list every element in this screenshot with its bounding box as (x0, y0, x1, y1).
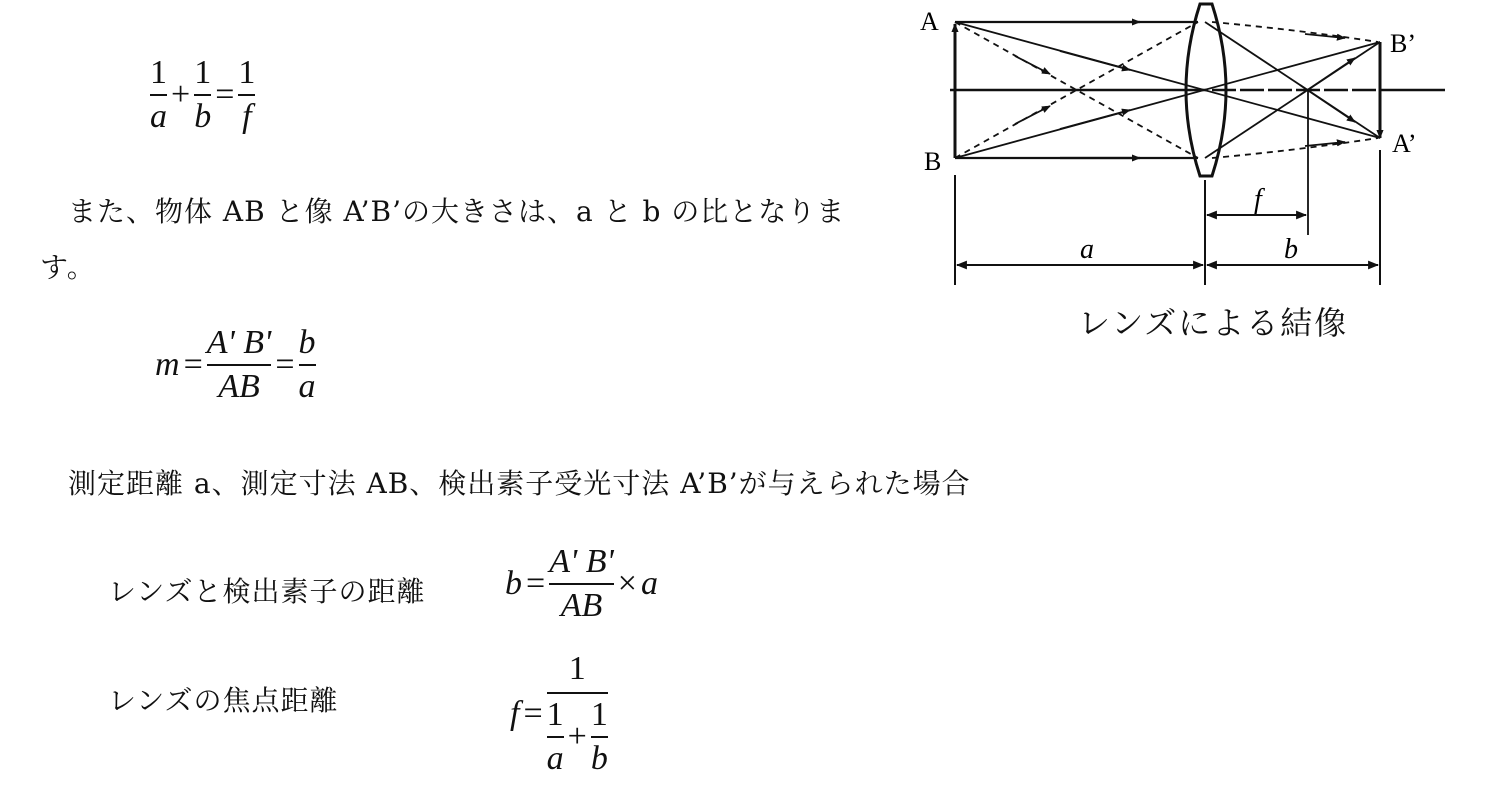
equals-sign: = (523, 695, 543, 732)
plus-sign: + (567, 718, 587, 755)
label-A-prime: A’ (1392, 129, 1417, 158)
denominator: AB (218, 368, 260, 405)
fraction-1-over-a (547, 698, 564, 776)
fraction-b-over-a (299, 326, 316, 404)
paragraph-magnification-line1: また、物体 AB と像 A’B’の大きさは、a と b の比となりま (68, 195, 846, 228)
numerator: 1 (150, 54, 167, 91)
numerator: 1 (590, 696, 608, 733)
numerator: 1 (238, 54, 256, 91)
dashed-ray-arrow-lower (1015, 106, 1050, 124)
denominator-sum (547, 698, 608, 776)
numerator: 1 (546, 696, 564, 733)
fraction-1-over-b (591, 698, 608, 776)
label-lens-detector-distance: レンズと検出素子の距離 (108, 575, 426, 608)
label-A: A (920, 7, 939, 36)
label-B: B (924, 147, 942, 176)
equals-sign: = (275, 346, 295, 383)
fraction-compound (547, 652, 608, 776)
fraction-image-over-object (207, 326, 272, 404)
label-dim-f: f (1254, 184, 1262, 215)
plus-sign: + (171, 76, 191, 113)
equals-sign: = (526, 565, 546, 602)
equals-sign: = (215, 76, 235, 113)
denominator: a (298, 368, 316, 405)
denominator: a (546, 740, 564, 777)
formula-lens-detector-distance (505, 545, 658, 623)
numerator: b (298, 324, 316, 361)
numerator: A' B' (206, 324, 272, 361)
equals-sign: = (183, 346, 203, 383)
symbol-m: m (155, 346, 180, 383)
denominator: b (590, 740, 608, 777)
paragraph-given-conditions: 測定距離 a、測定寸法 AB、検出素子受光寸法 A’B’が与えられた場合 (68, 467, 971, 500)
denominator: a (150, 98, 167, 135)
symbol-a: a (640, 565, 658, 602)
symbol-b: b (505, 565, 522, 602)
denominator: b (194, 98, 212, 135)
fraction-image-over-object (549, 545, 614, 623)
denominator: f (242, 98, 252, 135)
numerator: 1 (568, 650, 586, 687)
fraction-1-over-b (194, 56, 211, 134)
ray-A-chief-arrow (1060, 51, 1130, 70)
diagram-caption: レンズによる結像 (1078, 304, 1349, 342)
formula-focal-length (510, 652, 608, 776)
symbol-f: f (510, 695, 520, 732)
label-focal-length: レンズの焦点距離 (108, 684, 339, 717)
label-dim-a: a (1080, 234, 1094, 265)
fraction-1-over-a (150, 56, 167, 134)
fraction-1-over-f (238, 56, 255, 134)
times-sign: × (617, 565, 637, 602)
denominator: AB (560, 587, 603, 624)
lens-formula (150, 56, 255, 134)
label-B-prime: B’ (1390, 29, 1416, 58)
numerator: A' B' (549, 543, 614, 580)
magnification-formula (155, 326, 316, 404)
numerator: 1 (194, 54, 212, 91)
dashed-ray-arrow-upper (1015, 56, 1050, 74)
ray-B-chief-arrow (1060, 110, 1130, 129)
paragraph-magnification-line2: す。 (40, 251, 96, 284)
label-dim-b: b (1284, 234, 1298, 265)
